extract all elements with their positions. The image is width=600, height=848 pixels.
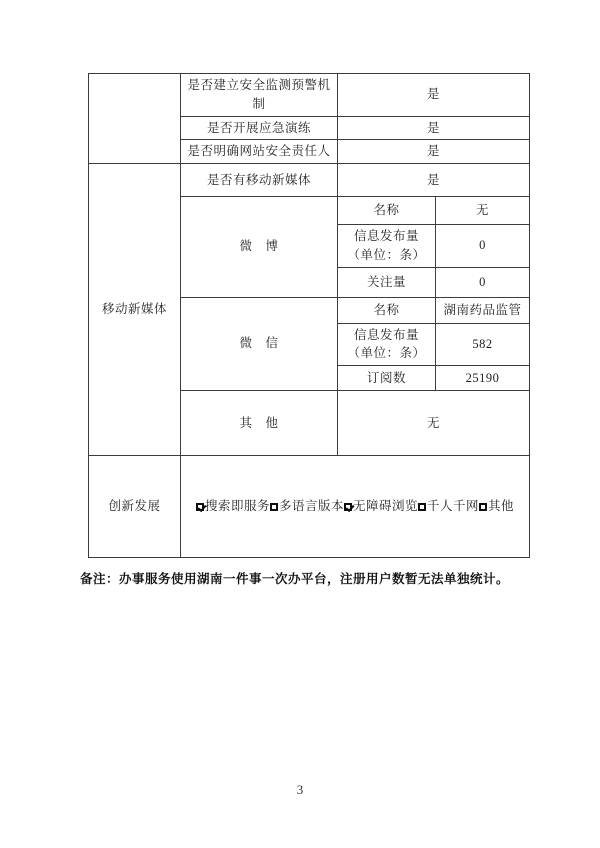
checkbox-personalized-web-icon (418, 503, 426, 511)
option-multilingual (270, 499, 344, 513)
weibo-name-attr (338, 197, 436, 225)
option-accessibility (344, 499, 418, 513)
option-label: 无障碍浏览 (353, 499, 419, 514)
wechat-posts-attr (338, 323, 436, 366)
attr-text: 信息发布量 (353, 229, 419, 243)
attr-text: 名称 (373, 203, 400, 218)
footnote: 备注：办事服务使用湖南一件事一次办平台，注册用户数暂无法单独统计。 (80, 572, 510, 586)
option-label: 其他 (488, 499, 515, 514)
option-label: 千人千网 (427, 499, 480, 514)
option-personalized-web (418, 499, 479, 513)
attr-text-unit: （单位：条） (347, 346, 426, 361)
weibo-posts-attr (338, 225, 436, 268)
emergency-drill-label: 是否开展应急演练 (181, 116, 338, 140)
weibo-name-value: 无 (436, 197, 530, 225)
security-officer-value: 是 (338, 140, 530, 164)
wechat-posts-value: 582 (436, 323, 530, 366)
wechat-label: 微 信 (181, 297, 338, 391)
wechat-subscribers-value: 25190 (436, 366, 530, 391)
other-media-label: 其 他 (181, 391, 338, 456)
weibo-followers-attr (338, 267, 436, 297)
checkbox-other-icon (479, 503, 487, 511)
security-monitor-value: 是 (338, 74, 530, 117)
weibo-followers-value: 0 (436, 267, 530, 297)
other-media-value: 无 (338, 391, 530, 456)
category-empty-cell (89, 74, 181, 164)
wechat-name-value: 湖南药品监管 (436, 297, 530, 323)
security-monitor-label: 是否建立安全监测预警机制 (181, 74, 338, 117)
has-mobile-media-value: 是 (338, 164, 530, 197)
checkbox-multilingual-icon (270, 503, 278, 511)
security-officer-label: 是否明确网站安全责任人 (181, 140, 338, 164)
option-label: 搜索即服务 (204, 499, 270, 514)
category-mobile-media: 移动新媒体 (89, 164, 181, 456)
checkbox-accessibility-icon (344, 503, 352, 511)
attr-text-unit: （单位：条） (347, 247, 426, 262)
option-other (479, 499, 514, 513)
category-innovation: 创新发展 (89, 456, 181, 558)
attr-text: 信息发布量 (353, 327, 419, 342)
attr-text: 关注量 (366, 274, 406, 289)
innovation-options-line (196, 499, 514, 513)
weibo-label: 微 博 (181, 197, 338, 298)
option-search-as-service (196, 499, 270, 513)
has-mobile-media-label: 是否有移动新媒体 (181, 164, 338, 197)
wechat-name-attr (338, 297, 436, 323)
innovation-options-cell (181, 456, 530, 558)
wechat-subscribers-attr (338, 366, 436, 391)
checkbox-search-as-service-icon (196, 503, 204, 511)
page-number: 3 (296, 782, 304, 797)
emergency-drill-value: 是 (338, 116, 530, 140)
attr-text: 订阅数 (366, 370, 406, 385)
annual-report-table (88, 73, 530, 558)
attr-text: 名称 (373, 302, 400, 317)
option-label: 多语言版本 (278, 499, 344, 514)
weibo-posts-value: 0 (436, 225, 530, 268)
